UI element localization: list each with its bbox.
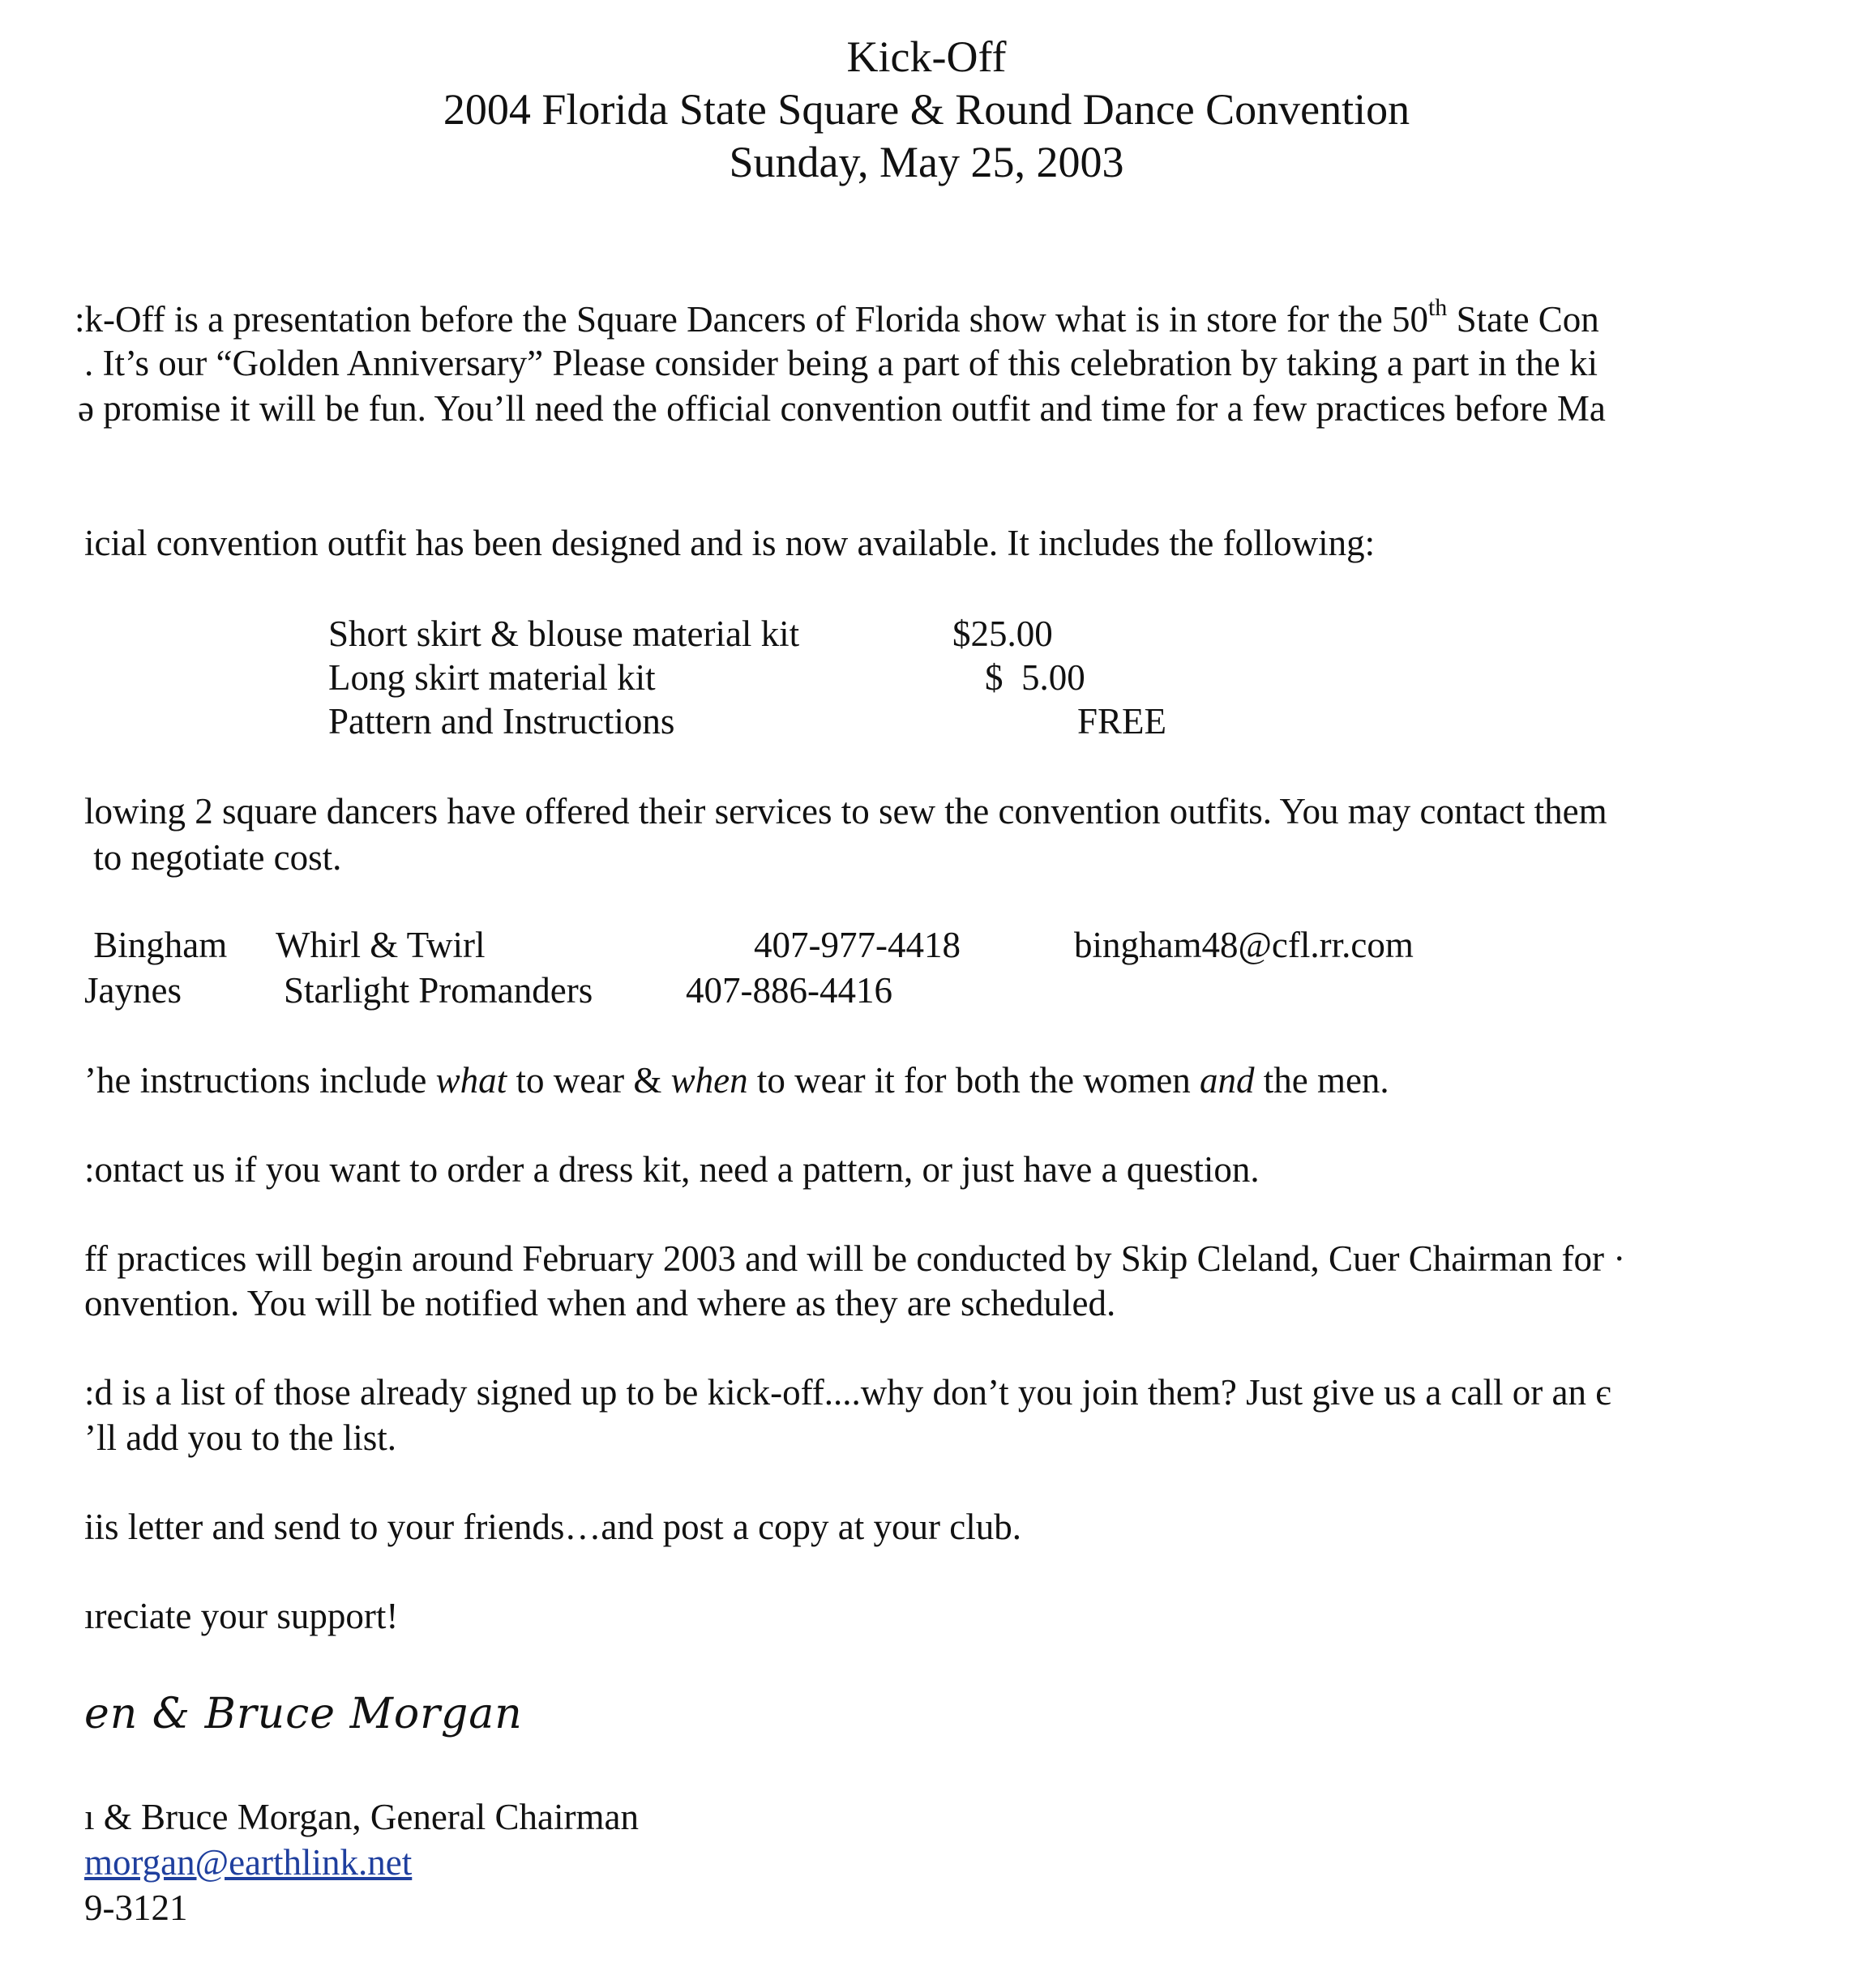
instructions-text: to wear & xyxy=(507,1060,671,1101)
sewers-intro-line-1: lowing 2 square dancers have offered their services to sew the convention outfits. You may contact them xyxy=(84,791,1607,832)
intro-line-1-tail: State Con xyxy=(1447,299,1599,340)
practices-line-2: onvention. You will be notified when and where as they are scheduled. xyxy=(84,1283,1116,1323)
outfit-item-price: FREE xyxy=(1077,701,1167,742)
sewer-club: Whirl & Twirl xyxy=(276,925,486,965)
outfit-item-row xyxy=(328,611,1220,656)
instructions-text: ’he instructions include xyxy=(84,1060,436,1101)
outfit-intro: icial convention outfit has been designed and is now available. It includes the following: xyxy=(84,523,1376,563)
sewer-club: Starlight Promanders xyxy=(284,970,593,1011)
sewer-email[interactable]: bingham48@cfl.rr.com xyxy=(1074,925,1414,965)
intro-line-1-text: :k-Off is a presentation before the Square Dancers of Florida show what is in store for the 50 xyxy=(75,299,1428,340)
intro-line-2: . It’s our “Golden Anniversary” Please consider being a part of this celebration by taking a part in the ki xyxy=(84,343,1598,383)
outfit-item-row xyxy=(328,699,1220,744)
closing-name-line: ı & Bruce Morgan, General Chairman xyxy=(84,1797,639,1837)
intro-line-1 xyxy=(75,294,1599,342)
outfit-item-price: $ 5.00 xyxy=(985,657,1085,698)
outfit-item-name: Short skirt & blouse material kit xyxy=(328,614,800,654)
outfit-item-row xyxy=(328,655,1220,700)
intro-line-3: ə promise it will be fun. You’ll need the official convention outfit and time for a few practices before Ma xyxy=(78,388,1606,429)
letter-date: Sunday, May 25, 2003 xyxy=(729,138,1124,186)
outfit-item-price: $25.00 xyxy=(952,614,1053,654)
instructions-line xyxy=(84,1058,1389,1103)
sewer-name: Bingham xyxy=(84,925,228,965)
handwritten-signature: en & Bruce Morgan xyxy=(84,1690,523,1738)
intro-line-1-superscript: th xyxy=(1427,294,1448,321)
sewer-phone: 407-977-4418 xyxy=(754,925,961,965)
outfit-item-name: Pattern and Instructions xyxy=(328,701,675,742)
sewer-phone: 407-886-4416 xyxy=(686,970,892,1011)
sewer-name: Jaynes xyxy=(84,970,182,1011)
letter-title: Kick-Off xyxy=(846,32,1007,81)
closing-email-link[interactable]: morgan@earthlink.net xyxy=(84,1842,413,1883)
share-line: iis letter and send to your friends…and post a copy at your club. xyxy=(84,1507,1021,1547)
closing-email[interactable] xyxy=(84,1840,412,1885)
thanks-line: ıreciate your support! xyxy=(84,1596,399,1636)
signup-line-2: ’ll add you to the list. xyxy=(84,1417,396,1458)
sewers-intro-line-2: to negotiate cost. xyxy=(84,837,342,878)
practices-line-1: ff practices will begin around February 2003 and will be conducted by Skip Cleland, Cuer Chairman for · xyxy=(84,1238,1626,1279)
closing-phone: 9-3121 xyxy=(84,1888,188,1928)
convention-name: 2004 Florida State Square & Round Dance Convention xyxy=(443,85,1410,134)
instructions-text: the men. xyxy=(1254,1060,1389,1101)
signup-line-1: :d is a list of those already signed up to be kick-off....why don’t you join them? Just give us a call or an є xyxy=(84,1372,1611,1413)
outfit-item-name: Long skirt material kit xyxy=(328,657,656,698)
instructions-emphasis: when xyxy=(670,1060,748,1101)
instructions-emphasis: what xyxy=(435,1060,507,1101)
instructions-emphasis: and xyxy=(1199,1060,1255,1101)
instructions-text: to wear it for both the women xyxy=(747,1060,1200,1101)
contact-line: :ontact us if you want to order a dress kit, need a pattern, or just have a question. xyxy=(84,1149,1260,1190)
